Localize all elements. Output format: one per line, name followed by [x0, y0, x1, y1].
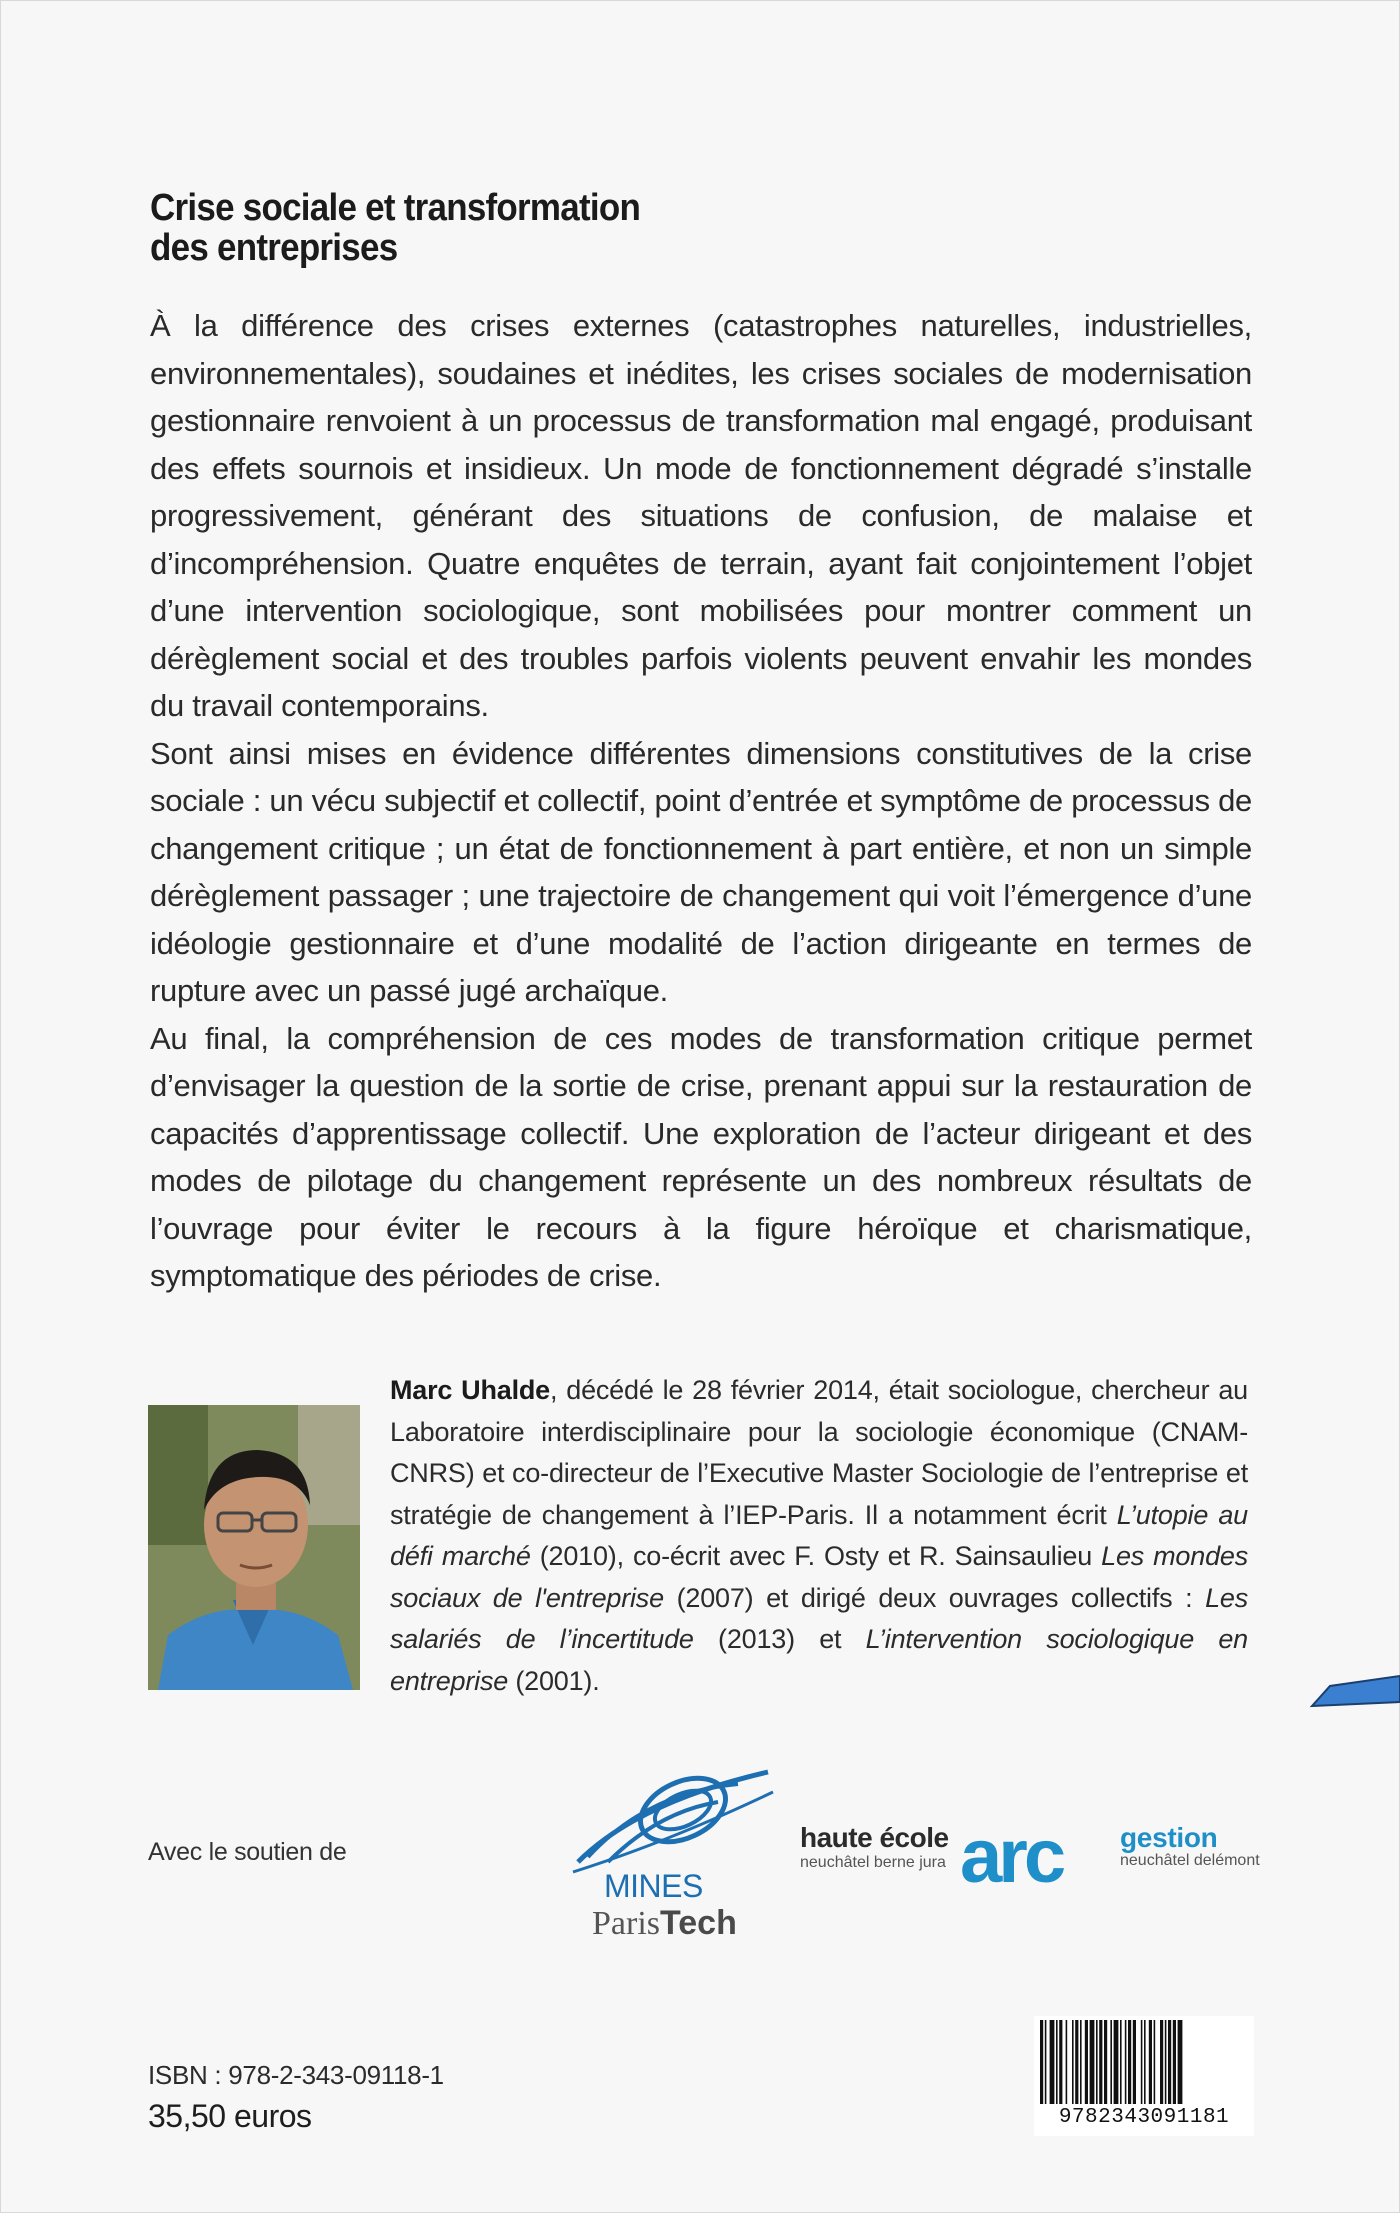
- barcode-bar: [1178, 2020, 1183, 2104]
- barcode-digits: 9782343091181: [1058, 2106, 1230, 2129]
- paris-text: Paris: [592, 1905, 660, 1942]
- arc-logo: [960, 1820, 1110, 1900]
- isbn: ISBN : 978-2-343-09118-1: [148, 2060, 444, 2090]
- barcode-bar: [1120, 2020, 1122, 2104]
- barcode-bar: [1090, 2020, 1095, 2104]
- barcode-bar: [1099, 2020, 1102, 2104]
- bio-text: , décédé le 28 février 2014, était sociologue, chercheur au Laboratoire interdisciplinaire pour la sociologie économique (CNAM-CNRS) et co-directeur de l’Executive Master Sociologie de l’entreprise et stratégie de changement à l’IEP-Paris. Il a notamment écrit: [390, 1375, 1248, 1530]
- gestion-label: gestion: [1120, 1822, 1218, 1853]
- barcode-bar: [1154, 2020, 1156, 2104]
- barcode-bar: [1080, 2020, 1082, 2104]
- barcode-bar: [1075, 2020, 1078, 2104]
- barcode-bar: [1125, 2020, 1127, 2104]
- summary-paragraph: Au final, la compréhension de ces modes de transformation critique permet d’envisager la question de la sortie de crise, prenant appui sur la restauration de capacités d’apprentissage collectif. Une exploration de l’acteur dirigeant et des modes de pilotage du changement représente un des nombreux résultats de l’ouvrage pour éviter le recours à la figure héroïque et charismatique, symptomatique des périodes de crise.: [150, 1020, 1252, 1293]
- work-title: L’utopie au défi marché: [390, 1499, 1248, 1571]
- barcode-bar: [1066, 2020, 1068, 2104]
- barcode-bar: [1149, 2020, 1152, 2104]
- barcode-bar: [1040, 2020, 1043, 2104]
- price: 35,50 euros: [148, 2098, 312, 2134]
- mines-wordmark: MINES: [604, 1868, 703, 1904]
- summary-text: [150, 302, 1252, 1300]
- haute-ecole-sub: neuchâtel berne jura: [800, 1854, 946, 1871]
- barcode-bar: [1168, 2020, 1171, 2104]
- barcode-bar: [1114, 2020, 1119, 2104]
- work-title: Les salariés de l’incertitude: [390, 1582, 1248, 1654]
- barcode-bar: [1056, 2020, 1058, 2104]
- marker-shape-icon: [1308, 1672, 1400, 1712]
- barcode-bar: [1133, 2020, 1136, 2104]
- barcode-bar: [1072, 2020, 1074, 2104]
- gestion-sub: neuchâtel delémont: [1120, 1852, 1260, 1869]
- bio-text: (2013) et: [693, 1624, 866, 1654]
- tech-text: Tech: [660, 1904, 737, 1942]
- mines-swoosh-icon: [568, 1762, 778, 1882]
- barcode-bar: [1160, 2020, 1163, 2104]
- barcode: [1034, 2016, 1254, 2136]
- barcode-bar: [1104, 2020, 1107, 2104]
- author-bio: [390, 1370, 1248, 1702]
- barcode-bar: [1128, 2020, 1131, 2104]
- author-photo: [148, 1405, 360, 1690]
- summary-paragraph: Sont ainsi mises en évidence différentes dimensions constitutives de la crise sociale : un vécu subjectif et collectif, point d’entrée et symptôme de processus de changement critique ; un état de fonctionnement à part entière, et non un simple dérèglement passager ; une trajectoire de changement qui voit l’émergence d’une idéologie gestionnaire et d’une modalité de l’action dirigeante en termes de rupture avec un passé jugé archaïque.: [150, 735, 1252, 1008]
- barcode-bar: [1144, 2020, 1146, 2104]
- blue-tab-marker: [1308, 1672, 1400, 1712]
- barcode-bar: [1045, 2020, 1047, 2104]
- author-bio-paragraph: [390, 1370, 1248, 1702]
- bio-text: (2010), co-écrit avec F. Osty et R. Sainsaulieu: [530, 1541, 1102, 1571]
- bio-text: (2007) et dirigé deux ouvrages collectifs :: [663, 1582, 1206, 1613]
- barcode-bar: [1085, 2020, 1088, 2104]
- bio-text: (2001).: [508, 1665, 600, 1696]
- work-title: Les mondes sociaux de l'entreprise: [390, 1541, 1248, 1613]
- barcode-bar: [1173, 2020, 1176, 2104]
- barcode-bars-icon: [1038, 2020, 1250, 2104]
- book-title: [150, 188, 640, 268]
- support-label: Avec le soutien de: [148, 1838, 347, 1866]
- summary-paragraph: À la différence des crises externes (catastrophes naturelles, industrielles, environnementales), soudaines et inédites, les crises sociales de modernisation gestionnaire renvoient à un processus de transformation mal engagé, produisant des effets sournois et insidieux. Un mode de fonctionnement dégradé s’installe progressivement, générant des situations de confusion, de malaise et d’incompréhension. Quatre enquêtes de terrain, ayant fait conjointement l’objet d’une intervention sociologique, sont mobilisées pour montrer comment un dérèglement social et des troubles parfois violents peuvent envahir les mondes du travail contemporains.: [150, 308, 1252, 723]
- barcode-bar: [1059, 2020, 1062, 2104]
- barcode-bar: [1141, 2020, 1143, 2104]
- arc-wordmark-icon: [960, 1820, 1110, 1900]
- title-line-2: des entreprises: [150, 227, 398, 269]
- arc-text: arc: [960, 1820, 1063, 1899]
- barcode-bar: [1165, 2020, 1167, 2104]
- paristech-wordmark: [592, 1904, 737, 1943]
- author-name: Marc Uhalde: [390, 1375, 550, 1405]
- barcode-bar: [1110, 2020, 1112, 2104]
- haute-ecole-label: haute école: [800, 1822, 949, 1853]
- work-title: L’intervention sociologique en entreprise: [390, 1624, 1248, 1696]
- barcode-bar: [1050, 2020, 1055, 2104]
- title-line-1: Crise sociale et transformation: [150, 187, 641, 229]
- author-portrait-illustration: [148, 1405, 360, 1690]
- barcode-bar: [1096, 2020, 1098, 2104]
